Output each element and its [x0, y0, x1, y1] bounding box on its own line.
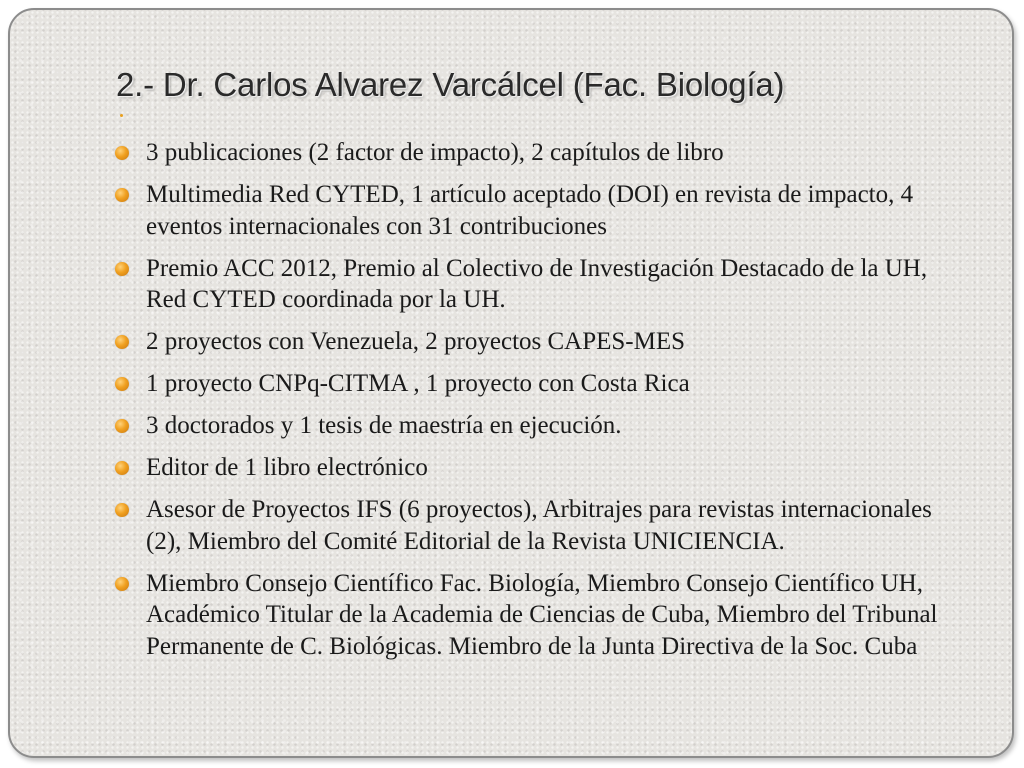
bullet-item-8	[112, 494, 972, 557]
bullet-icon	[115, 461, 129, 475]
bullet-item-7	[112, 452, 972, 484]
bullet-icon	[115, 188, 129, 202]
bullet-item-3	[112, 253, 972, 316]
bullet-item-6	[112, 410, 972, 442]
bullet-text: Premio ACC 2012, Premio al Colectivo de Investigación Destacado de la UH, Red CYTED coordinada por la UH.	[146, 254, 928, 313]
bullet-item-4	[112, 326, 972, 358]
slide-title: 2.- Dr. Carlos Alvarez Varcálcel (Fac. Biología)	[116, 66, 785, 103]
bullet-item-5	[112, 368, 972, 400]
bullet-item-1	[112, 137, 972, 169]
bullet-icon	[115, 419, 129, 433]
bullet-item-2	[112, 179, 972, 242]
bullet-icon	[115, 146, 129, 160]
bullet-text: 3 publicaciones (2 factor de impacto), 2 capítulos de libro	[146, 139, 724, 166]
bullet-text: 3 doctorados y 1 tesis de maestría en ejecución.	[146, 412, 622, 439]
bullet-text: Asesor de Proyectos IFS (6 proyectos), Arbitrajes para revistas internacionales (2), Miembro del Comité Editorial de la Revista UNICIENCIA.	[146, 496, 932, 555]
bullet-icon	[115, 335, 129, 349]
bullet-icon	[115, 503, 129, 517]
bullet-item-9	[112, 568, 972, 663]
bullet-text: 2 proyectos con Venezuela, 2 proyectos CAPES-MES	[146, 328, 686, 355]
bullet-text: Multimedia Red CYTED, 1 artículo aceptado (DOI) en revista de impacto, 4 eventos internacionales con 31 contribuciones	[146, 181, 914, 240]
bullet-text: Editor de 1 libro electrónico	[146, 454, 428, 481]
bullet-text: 1 proyecto CNPq-CITMA , 1 proyecto con Costa Rica	[146, 370, 690, 397]
bullet-icon	[115, 377, 129, 391]
bullet-icon	[115, 577, 129, 591]
title-dot-icon	[120, 114, 123, 117]
bullet-list	[112, 137, 972, 673]
slide	[8, 8, 1014, 758]
bullet-text: Miembro Consejo Científico Fac. Biología, Miembro Consejo Científico UH, Académico Titular de la Academia de Ciencias de Cuba, Miembro del Tribunal Permanente de C. Biológicas. Miembro de la Junta Directiva de la Soc. Cuba	[146, 569, 938, 660]
bullet-icon	[115, 262, 129, 276]
